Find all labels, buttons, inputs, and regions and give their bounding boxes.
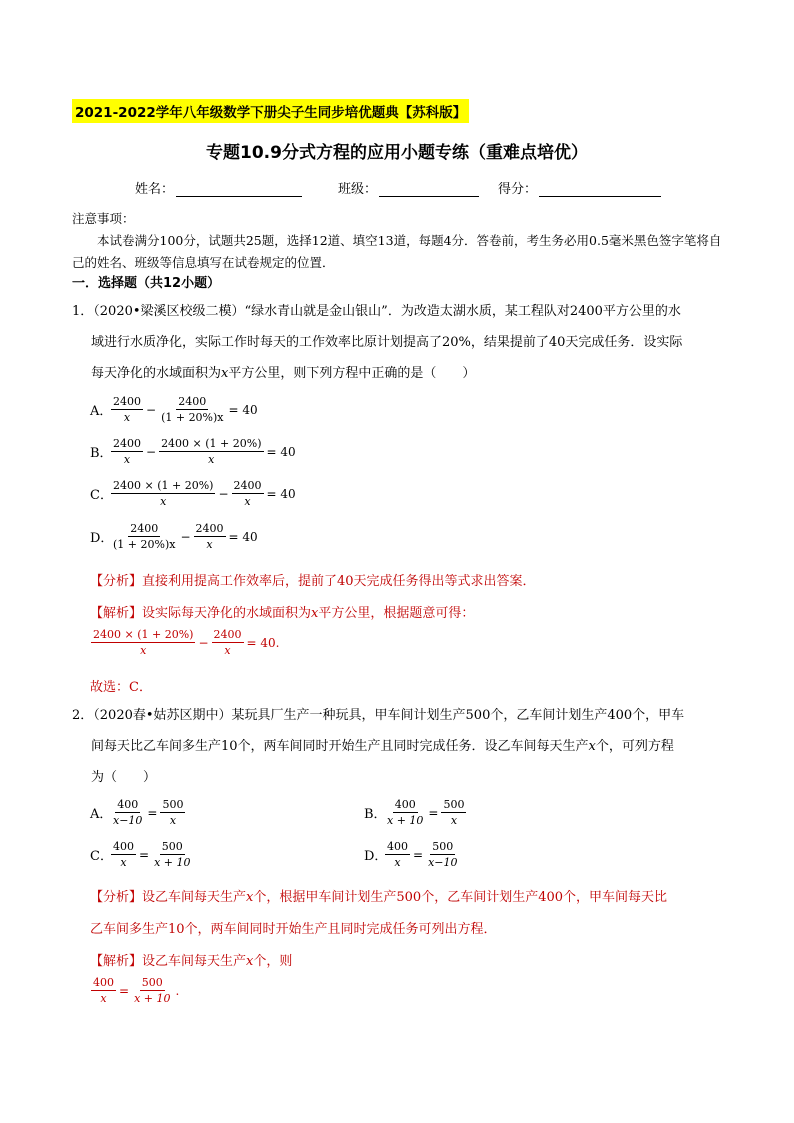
question-1 [72,296,732,389]
q2-line1: 2．（2020春•姑苏区期中）某玩具厂生产一种玩具，甲车间计划生产500个，乙车间计划生产400个，甲车 [72,708,685,723]
q2-option-c[interactable]: C． $\frac{400}{x}$ = $\frac{500}{x + 10}$ [90,840,191,869]
name-blank[interactable] [176,182,302,197]
q2-option-b[interactable]: B． $\frac{400}{x + 10}$ = $\frac{500}{x}$ [364,798,465,827]
section-heading: 一．选择题（共12小题） [72,276,221,291]
q1-line2: 域进行水质净化，实际工作时每天的工作效率比原计划提高了20%，结果提前了40天完成任务．设实际 [91,335,683,350]
q1-solution-formula: $\frac{2400 \times (1 + 20\%)}{x}$ − $\frac{2400}{x}$ = 40. [93,628,280,657]
q2-option-d[interactable]: D． $\frac{400}{x}$ = $\frac{500}{x-10}$ [364,840,458,869]
q1-solution: 【解析】设实际每天净化的水域面积为x平方公里，根据题意可得： [90,606,475,621]
q2-line3: 为（ ） [91,770,157,785]
question-2 [72,700,732,793]
notes-body: 本试卷满分100分，试题共25题，选择12道、填空13道，每题4分．答卷前，考生务必用0.5毫米黑色签字笔将自己的姓名、班级等信息填写在试卷规定的位置． [72,233,722,270]
q1-option-d[interactable]: D． $\frac{2400}{(1 + 20\%)x}$ − $\frac{2400}{x}$ = 40 [90,522,258,551]
header-tag: 2021-2022学年八年级数学下册尖子生同步培优题典【苏科版】 [72,99,469,123]
q2-analysis: 【分析】设乙车间每天生产x个，根据甲车间计划生产500个，乙车间计划生产400个，甲车间每天比 [90,890,668,905]
notes-heading: 注意事项： [72,211,135,226]
score-blank[interactable] [539,182,661,197]
q2-analysis-line2: 乙车间多生产10个，两车间同时开始生产且同时完成任务可列出方程． [90,922,497,937]
score-field[interactable] [498,178,661,197]
q2-line2: 间每天比乙车间多生产10个，两车间同时开始生产且同时完成任务．设乙车间每天生产x个，可列方程 [91,739,674,754]
class-field[interactable] [338,178,479,197]
q1-answer: 故选：C． [90,680,152,695]
q1-line3: 每天净化的水域面积为x平方公里，则下列方程中正确的是（ ） [91,366,476,381]
q2-option-a[interactable]: A． $\frac{400}{x-10}$ = $\frac{500}{x}$ [90,798,184,827]
q1-option-c[interactable]: C． $\frac{2400 \times (1 + 20\%)}{x}$ − $\frac{2400}{x}$ = 40 [90,479,296,508]
q1-option-a[interactable]: A． $\frac{2400}{x}$ − $\frac{2400}{(1 + 20\%)x}$ = 40 [90,395,258,424]
page-title: 专题10.9分式方程的应用小题专练（重难点培优） [206,143,588,163]
class-blank[interactable] [379,182,479,197]
notes [72,208,732,274]
class-label: 班级： [338,182,378,197]
name-field[interactable] [135,178,302,197]
q1-option-b[interactable]: B． $\frac{2400}{x}$ − $\frac{2400 \times (1 + 20\%)}{x}$ = 40 [90,437,296,466]
q2-solution-formula: $\frac{400}{x}$ = $\frac{500}{x + 10}$ . [93,976,180,1005]
name-label: 姓名： [135,182,175,197]
q1-line1: 1．（2020•梁溪区校级二模）“绿水青山就是金山银山”．为改造太湖水质，某工程队对2400平方公里的水 [72,304,681,319]
q1-analysis: 【分析】直接利用提高工作效率后，提前了40天完成任务得出等式求出答案． [90,574,536,589]
score-label: 得分： [498,182,538,197]
q2-solution: 【解析】设乙车间每天生产x个，则 [90,954,293,969]
